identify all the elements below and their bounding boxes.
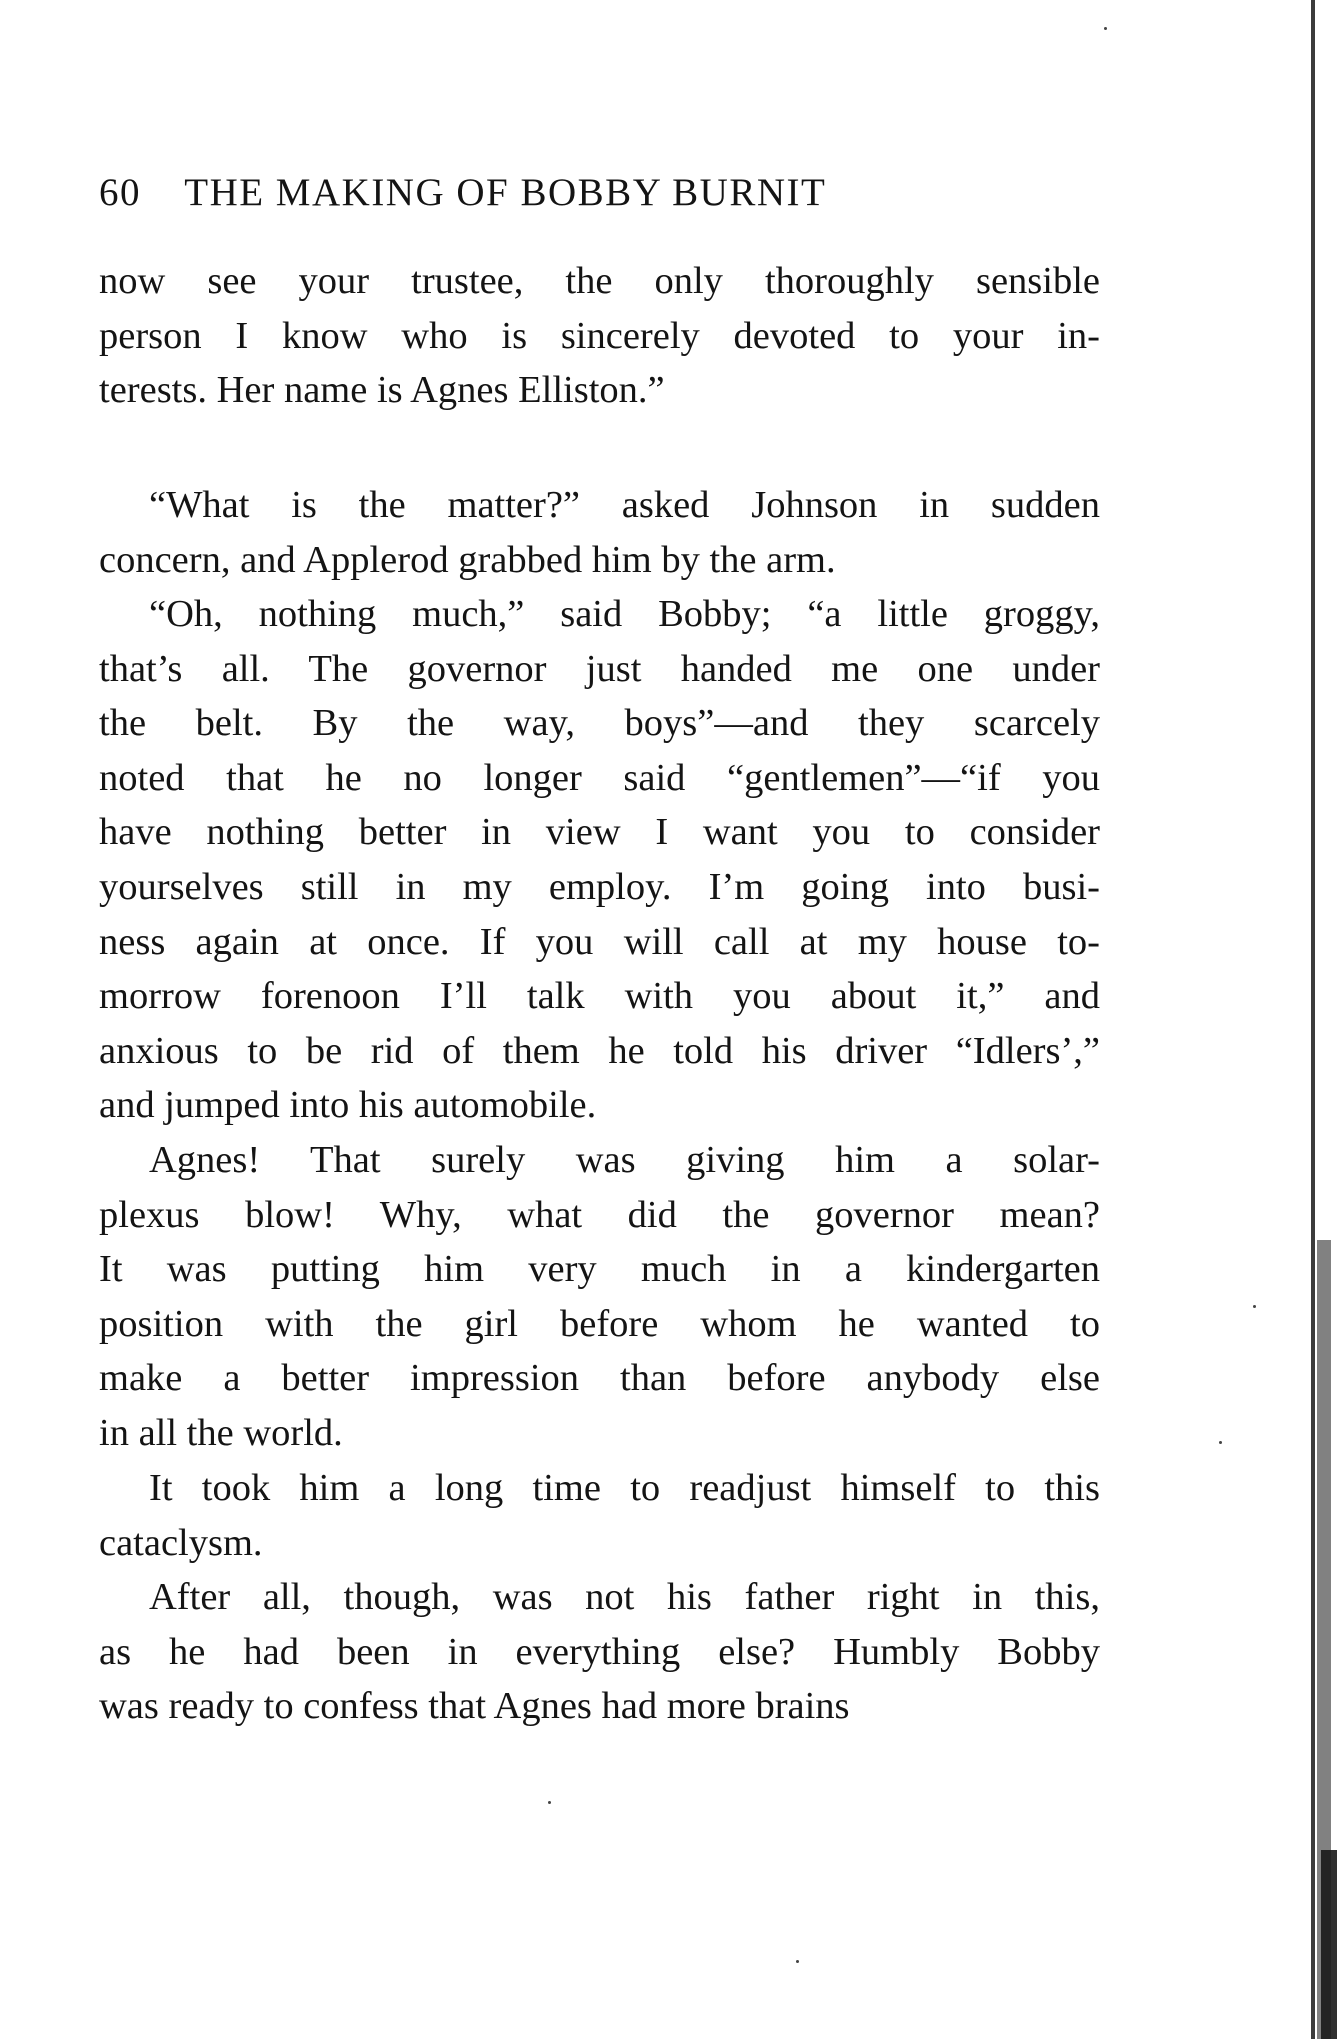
page-header <box>99 170 1099 220</box>
text-line: Agnes! That surely was giving him a solar- <box>149 1139 1100 1181</box>
paragraph-1 <box>99 254 1100 418</box>
paragraph-3 <box>99 587 1100 1133</box>
text-line: and jumped into his automobile. <box>99 1084 597 1127</box>
text-line: was ready to confess that Agnes had more brains <box>99 1685 850 1728</box>
binding-line <box>1311 0 1315 2039</box>
scan-speck <box>1253 1305 1256 1308</box>
text-line: position with the girl before whom he wanted to <box>99 1302 1100 1345</box>
scan-speck <box>1219 1441 1222 1444</box>
binding-shadow <box>1321 1850 1337 2039</box>
scan-speck <box>1104 27 1107 30</box>
text-line: noted that he no longer said “gentlemen”—“if you <box>99 756 1100 799</box>
text-line: as he had been in everything else? Humbly Bobby <box>99 1630 1100 1673</box>
text-line: in all the world. <box>99 1411 343 1454</box>
paragraph-4 <box>99 1133 1100 1461</box>
binding-edge <box>1303 0 1337 2039</box>
page-number: 60 <box>99 171 141 214</box>
paragraph-2 <box>99 478 1100 587</box>
text-line: have nothing better in view I want you to consider <box>99 811 1100 854</box>
text-line: make a better impression than before anybody else <box>99 1357 1100 1400</box>
text-line: It was putting him very much in a kindergarten <box>99 1248 1100 1291</box>
text-line: “Oh, nothing much,” said Bobby; “a little groggy, <box>149 593 1100 635</box>
running-title: THE MAKING OF BOBBY BURNIT <box>184 171 827 214</box>
text-line: yourselves still in my employ. I’m going into busi- <box>99 865 1100 908</box>
text-line: morrow forenoon I’ll talk with you about it,” and <box>99 975 1100 1018</box>
paragraph-6 <box>99 1570 1100 1734</box>
text-line: “What is the matter?” asked Johnson in sudden <box>149 484 1100 526</box>
text-line: person I know who is sincerely devoted to your in- <box>99 314 1100 357</box>
text-line: ness again at once. If you will call at my house to- <box>99 920 1100 963</box>
text-line: It took him a long time to readjust himself to this <box>149 1467 1100 1509</box>
paragraph-5 <box>99 1461 1100 1570</box>
text-line: plexus blow! Why, what did the governor mean? <box>99 1193 1100 1236</box>
text-line: terests. Her name is Agnes Elliston.” <box>99 369 665 412</box>
text-line: After all, though, was not his father right in this, <box>149 1576 1100 1618</box>
text-line: now see your trustee, the only thoroughly sensible <box>99 260 1100 302</box>
text-line: the belt. By the way, boys”—and they scarcely <box>99 702 1100 745</box>
scan-speck <box>548 1801 551 1804</box>
text-line: cataclysm. <box>99 1521 263 1564</box>
text-line: concern, and Applerod grabbed him by the arm. <box>99 538 836 581</box>
scan-speck <box>796 1960 799 1963</box>
text-line: that’s all. The governor just handed me one under <box>99 647 1100 690</box>
text-line: anxious to be rid of them he told his driver “Idlers’,” <box>99 1029 1100 1072</box>
